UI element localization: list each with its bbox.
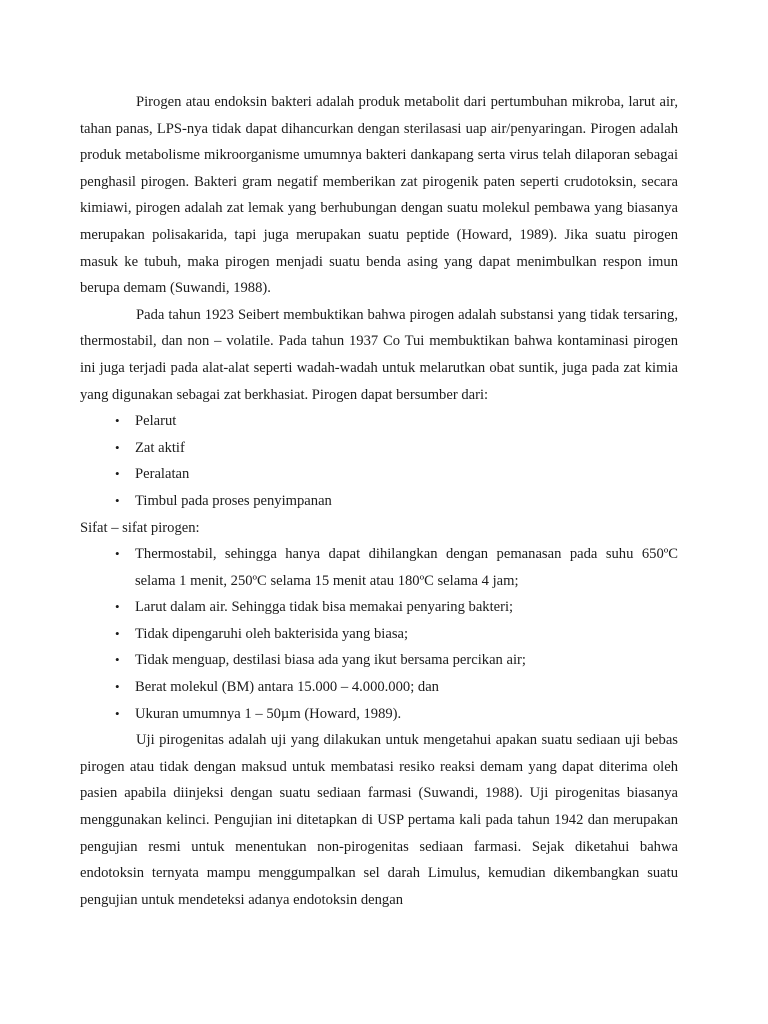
bullet-icon: • bbox=[115, 705, 120, 721]
list-item: • Peralatan bbox=[135, 461, 678, 488]
list-item: • Thermostabil, sehingga hanya dapat dihilangkan dengan pemanasan pada suhu 650ºC selama 1 menit, 250ºC selama 15 menit atau 180ºC selama 4 jam; bbox=[135, 541, 678, 594]
bullet-icon: • bbox=[115, 466, 120, 482]
paragraph-pirogen-definition: Pirogen atau endoksin bakteri adalah produk metabolit dari pertumbuhan mikroba, larut air, tahan panas, LPS-nya tidak dapat dihancurkan dengan sterilasasi uap air/penyaringan. Pirogen adalah produk metabolisme mikroorganisme umumnya bakteri dankapang serta virus telah dilaporan sebagai penghasil pirogen. Bakteri gram negatif memberikan zat pirogenik paten seperti crudotoksin, secara kimiawi, pirogen adalah zat lemak yang berhubungan dengan suatu molekul pembawa yang biasanya merupakan polisakarida, tapi juga merupakan suatu peptide (Howard, 1989). Jika suatu pirogen masuk ke tubuh, maka pirogen menjadi suatu benda asing yang dapat menimbulkan respon imun berupa demam (Suwandi, 1988). bbox=[80, 94, 678, 297]
bullet-icon: • bbox=[115, 652, 120, 668]
list-item: • Pelarut bbox=[135, 408, 678, 435]
list-item: • Zat aktif bbox=[135, 435, 678, 462]
list-item: • Timbul pada proses penyimpanan bbox=[135, 488, 678, 515]
list-item: • Larut dalam air. Sehingga tidak bisa memakai penyaring bakteri; bbox=[135, 594, 678, 621]
list-item: • Tidak dipengaruhi oleh bakterisida yang biasa; bbox=[135, 621, 678, 648]
bullet-icon: • bbox=[115, 492, 120, 508]
document-page bbox=[80, 89, 678, 913]
paragraph-pyrogen-test: Uji pirogenitas adalah uji yang dilakukan untuk mengetahui apakan suatu sediaan uji bebas pirogen atau tidak dengan maksud untuk membatasi resiko reaksi demam yang dapat diterima oleh pasien apabila diinjeksi dengan suatu sediaan farmasi (Suwandi, 1988). Uji pirogenitas biasanya menggunakan kelinci. Pengujian ini ditetapkan di USP pertama kali pada tahun 1942 dan merupakan pengujian resmi untuk menentukan non-pirogenitas sediaan farmasi. Sejak diketahui bahwa endotoksin ternyata mampu menggumpalkan sel darah Limulus, kemudian dikembangkan suatu pengujian untuk mendeteksi adanya endotoksin dengan bbox=[80, 732, 678, 908]
list-item: • Berat molekul (BM) antara 15.000 – 4.000.000; dan bbox=[135, 674, 678, 701]
bullet-icon: • bbox=[115, 625, 120, 641]
bullet-icon: • bbox=[115, 413, 120, 429]
pirogen-sources-list bbox=[80, 408, 678, 514]
bullet-icon: • bbox=[115, 439, 120, 455]
bullet-icon: • bbox=[115, 599, 120, 615]
list-item: • Ukuran umumnya 1 – 50µm (Howard, 1989). bbox=[135, 701, 678, 728]
paragraph-pirogen-history: Pada tahun 1923 Seibert membuktikan bahwa pirogen adalah substansi yang tidak tersaring, thermostabil, dan non – volatile. Pada tahun 1937 Co Tui membuktikan bahwa kontaminasi pirogen ini juga terjadi pada alat-alat seperti wadah-wadah untuk melarutkan obat suntik, juga pada zat kimia yang digunakan sebagai zat berkhasiat. Pirogen dapat bersumber dari: bbox=[80, 306, 678, 403]
bullet-icon: • bbox=[115, 679, 120, 695]
list-item: • Tidak menguap, destilasi biasa ada yang ikut bersama percikan air; bbox=[135, 647, 678, 674]
bullet-icon: • bbox=[115, 546, 120, 562]
properties-heading: Sifat – sifat pirogen: bbox=[80, 519, 200, 536]
pirogen-properties-list bbox=[80, 541, 678, 727]
